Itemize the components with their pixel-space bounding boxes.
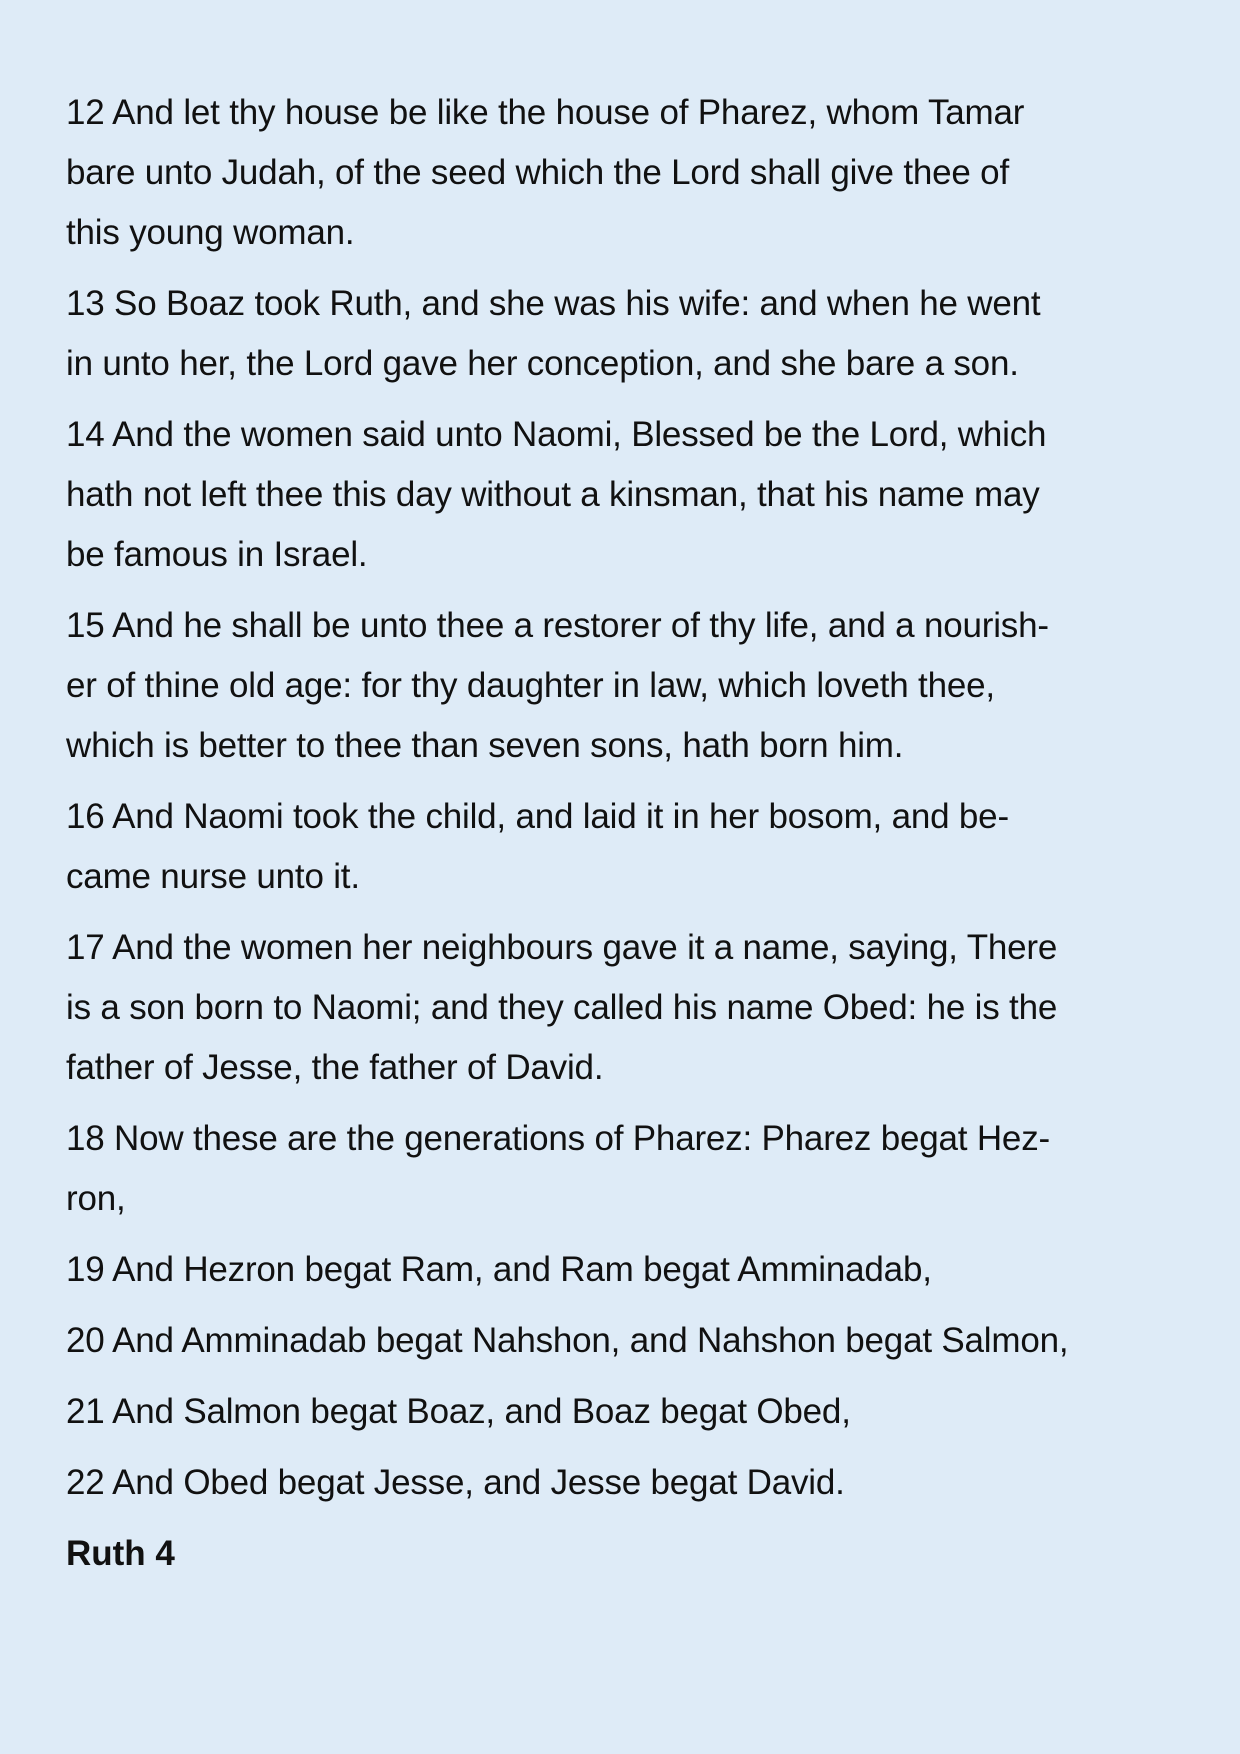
- verse-line: 14 And the women said unto Naomi, Blessed be the Lord, which: [66, 415, 1047, 454]
- verse-line: 13 So Boaz took Ruth, and she was his wife: and when he went: [66, 284, 1041, 323]
- verse-line: er of thine old age: for thy daughter in law, which loveth thee,: [66, 666, 995, 705]
- verse-line: be famous in Israel.: [66, 535, 368, 574]
- verse-line: bare unto Judah, of the seed which the Lord shall give thee of: [66, 153, 1009, 192]
- verse-line: 21 And Salmon begat Boaz, and Boaz begat Obed,: [66, 1392, 851, 1431]
- verse-18: [66, 1109, 1180, 1229]
- verse-15: [66, 596, 1180, 776]
- verse-13: [66, 274, 1180, 394]
- verse-line: 16 And Naomi took the child, and laid it in her bosom, and be-: [66, 797, 1009, 836]
- verse-21: [66, 1382, 1180, 1442]
- verse-20: [66, 1311, 1180, 1371]
- verse-line: 12 And let thy house be like the house of Pharez, whom Tamar: [66, 93, 1025, 132]
- chapter-title: Ruth 4: [66, 1534, 175, 1573]
- verse-16: [66, 787, 1180, 907]
- verse-line: 19 And Hezron begat Ram, and Ram begat Amminadab,: [66, 1250, 932, 1289]
- verse-line: in unto her, the Lord gave her conception, and she bare a son.: [66, 344, 1019, 383]
- verse-line: which is better to thee than seven sons, hath born him.: [66, 726, 904, 765]
- verse-line: 22 And Obed begat Jesse, and Jesse begat David.: [66, 1463, 845, 1502]
- verse-line: 18 Now these are the generations of Pharez: Pharez begat Hez-: [66, 1119, 1050, 1158]
- verse-19: [66, 1240, 1180, 1300]
- verse-line: hath not left thee this day without a kinsman, that his name may: [66, 475, 1040, 514]
- verse-line: this young woman.: [66, 213, 355, 252]
- verse-line: father of Jesse, the father of David.: [66, 1048, 604, 1087]
- verse-line: is a son born to Naomi; and they called his name Obed: he is the: [66, 988, 1058, 1027]
- verse-line: 15 And he shall be unto thee a restorer of thy life, and a nourish-: [66, 606, 1049, 645]
- verse-line: came nurse unto it.: [66, 857, 360, 896]
- verse-17: [66, 918, 1180, 1098]
- verse-line: 17 And the women her neighbours gave it a name, saying, There: [66, 928, 1058, 967]
- verse-22: [66, 1453, 1180, 1513]
- verse-line: 20 And Amminadab begat Nahshon, and Nahshon begat Salmon,: [66, 1321, 1069, 1360]
- verse-line: ron,: [66, 1179, 126, 1218]
- verse-14: [66, 405, 1180, 585]
- verse-12: [66, 83, 1180, 263]
